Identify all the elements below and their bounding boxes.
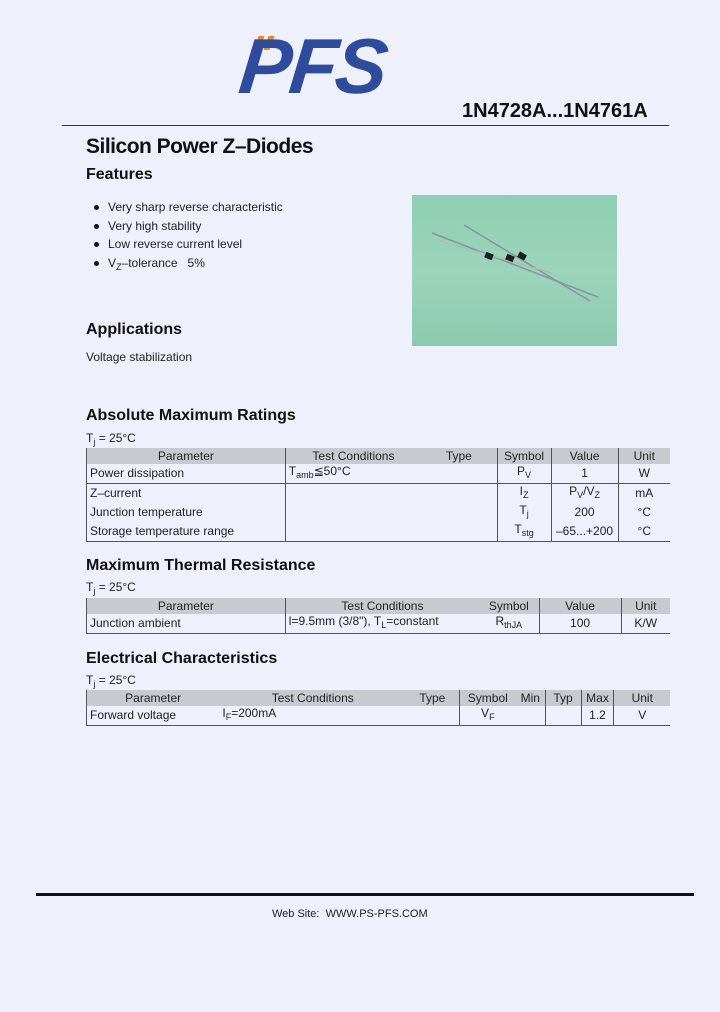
- cell-cond: [285, 503, 421, 522]
- col-header: Test Conditions: [285, 598, 479, 614]
- cell-type: [421, 464, 497, 484]
- cell-param: Power dissipation: [87, 464, 286, 484]
- list-item: [92, 254, 283, 273]
- features-heading: Features: [86, 166, 153, 183]
- cell-symbol: $I_Z$: [497, 484, 551, 504]
- tolerance-symbol: V: [108, 256, 117, 271]
- thermal-condition: $T_j = 25^\circ C$: [86, 580, 136, 596]
- col-header: Value: [539, 598, 621, 614]
- cell-type: [421, 484, 497, 504]
- col-header: Symbol: [459, 690, 516, 706]
- table-row: [87, 706, 671, 726]
- table-row: [87, 503, 671, 522]
- cell-type: [406, 706, 459, 726]
- col-header: Typ: [545, 690, 581, 706]
- cell-value: 1: [551, 464, 618, 484]
- cell-symbol: $T_j$: [497, 503, 551, 522]
- cell-type: [421, 503, 497, 522]
- pfs-logo: [235, 22, 470, 110]
- thermal-heading: Maximum Thermal Resistance: [86, 557, 316, 574]
- list-item: Low reverse current level: [92, 235, 283, 254]
- cell-unit: K/W: [621, 614, 670, 634]
- logo-text: PFS: [235, 22, 391, 110]
- cell-value: 200: [551, 503, 618, 522]
- cell-symbol: $P_V$: [497, 464, 551, 484]
- list-item: Very high stability: [92, 217, 283, 236]
- cell-param: Junction temperature: [87, 503, 286, 522]
- cell-symbol: $T_{stg}$: [497, 522, 551, 542]
- cell-cond: [285, 522, 421, 542]
- footer-website: Web Site: WWW.PS-PFS.COM: [272, 908, 428, 920]
- col-header: Parameter: [87, 448, 286, 464]
- table-header-row: [87, 690, 671, 706]
- electrical-heading: Electrical Characteristics: [86, 650, 278, 667]
- cell-value: –65...+200: [551, 522, 618, 542]
- col-header: Symbol: [497, 448, 551, 464]
- cell-value: $P_V/V_Z$: [551, 484, 618, 504]
- col-header: Test Conditions: [285, 448, 421, 464]
- cell-unit: °C: [618, 503, 670, 522]
- cell-value: 100: [539, 614, 621, 634]
- cell-unit: mA: [618, 484, 670, 504]
- table-header-row: [87, 598, 671, 614]
- cell-param: Junction ambient: [87, 614, 286, 634]
- cell-cond: $I_F=200mA$: [222, 706, 277, 722]
- cell-param: Storage temperature range: [87, 522, 286, 542]
- cell-unit: W: [618, 464, 670, 484]
- col-header: Value: [551, 448, 618, 464]
- cell-type: [421, 522, 497, 542]
- col-header: Unit: [618, 448, 670, 464]
- part-number-range: 1N4728A...1N4761A: [462, 100, 648, 122]
- abs-max-condition: $T_j = 25^\circ C$: [86, 431, 136, 447]
- col-header: Unit: [621, 598, 670, 614]
- tolerance-text: –tolerance 5%: [121, 256, 205, 271]
- col-header: Min: [520, 690, 540, 705]
- table-row: [87, 484, 671, 504]
- page-title: Silicon Power Z–Diodes: [86, 135, 314, 158]
- abs-max-heading: Absolute Maximum Ratings: [86, 407, 296, 424]
- electrical-condition: $T_j = 25^\circ C$: [86, 673, 136, 689]
- cell-cond: l=9.5mm (3/8"), $T_L=constant$: [285, 614, 479, 634]
- tolerance-subscript: Z: [116, 262, 122, 273]
- table-row: [87, 614, 671, 634]
- cell-symbol: $R_{thJA}$: [495, 614, 523, 630]
- diode-illustration: [412, 195, 617, 346]
- cell-typ: [545, 706, 581, 726]
- col-header: Symbol: [488, 598, 529, 613]
- col-header: Type: [445, 448, 472, 463]
- cell-unit: °C: [618, 522, 670, 542]
- cell-cond: $T_{amb}≦50^\circ C$: [285, 464, 421, 484]
- col-header: Test Conditions: [271, 690, 354, 705]
- cell-param: Forward voltage: [87, 706, 220, 726]
- cell-param: Z–current: [87, 484, 286, 504]
- col-header: Parameter: [87, 598, 286, 614]
- table-header-row: [87, 448, 671, 464]
- abs-max-table: [86, 448, 670, 542]
- applications-text: Voltage stabilization: [86, 350, 193, 364]
- cell-max: 1.2: [581, 706, 614, 726]
- col-header: Type: [419, 690, 446, 705]
- cell-unit: V: [614, 706, 670, 726]
- col-header: Parameter: [87, 690, 220, 706]
- list-item: Very sharp reverse characteristic: [92, 198, 283, 217]
- applications-heading: Applications: [86, 321, 183, 338]
- cell-min: [516, 706, 545, 726]
- table-row: [87, 522, 671, 542]
- header-divider: [62, 125, 669, 126]
- cell-cond: [285, 484, 421, 504]
- table-row: [87, 464, 671, 484]
- diode-photo: [412, 195, 617, 346]
- col-header: Unit: [614, 690, 670, 706]
- thermal-table: [86, 598, 670, 634]
- electrical-table: [86, 690, 670, 726]
- feature-list: [92, 198, 283, 273]
- cell-symbol: $V_F$: [459, 706, 516, 726]
- footer-divider: [36, 893, 694, 896]
- col-header: Max: [581, 690, 614, 706]
